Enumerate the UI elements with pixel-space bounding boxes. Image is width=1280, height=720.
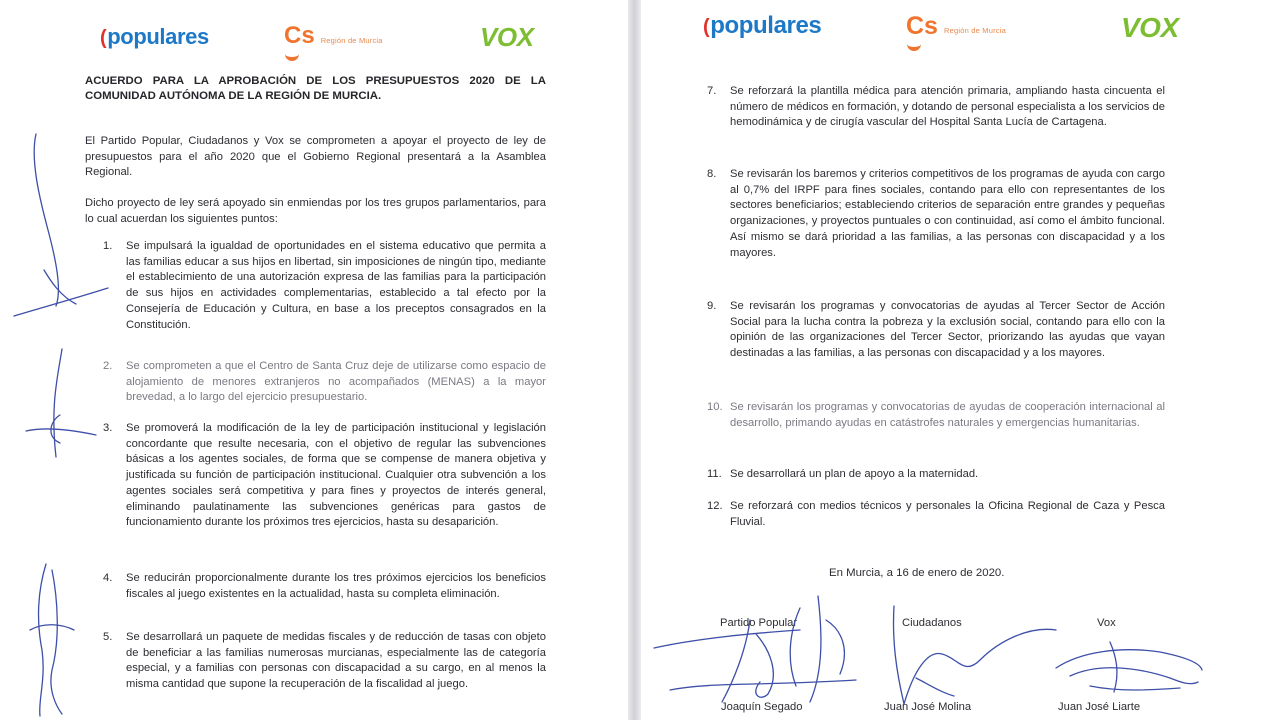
vox-logo: VOX: [1121, 12, 1179, 43]
margin-initial-signature-3: [22, 560, 82, 720]
list-item: 2. Se comprometen a que el Centro de Santa Cruz deje de utilizarse como espacio de alojamiento de menores extranjeros no acompañados (MENAS) a la mayor brevedad, a lo largo del ejercicio presupuestario.: [103, 360, 546, 404]
list-item: 8. Se revisarán los baremos y criterios competitivos de los programas de ayuda con cargo al 0,7% del IRPF para fines sociales, contando para ello con representantes de los sectores beneficiarios; estableciendo criterios de separación entre grandes y pequeñas organizaciones, y proyectos puntuales o con continuidad, así como el ámbito funcional. Así mismo se dará prioridad a las familias, a las personas con discapacidad y a los mayores.: [707, 168, 1165, 259]
signatory-name: Juan José Liarte: [1058, 701, 1141, 713]
signatory-name: Juan José Molina: [884, 701, 972, 713]
signature-vox: [1050, 632, 1210, 702]
cs-smile-icon: [285, 48, 299, 61]
pp-swoosh-icon: (: [100, 27, 107, 49]
partido-popular-logo: (populares: [100, 24, 209, 49]
document-page-left: [0, 0, 628, 720]
list-item: 1. Se impulsará la igualdad de oportunidades en el sistema educativo que permita a las familias educar a sus hijos en libertad, sin imposiciones de ningún tipo, mediante el establecimiento de una autorización expresa de las familias para la participación de sus hijos en actividades complementarias, establecido a tal efecto por la Consejería de Educación y Cultura, en base a los preceptos consagrados en la Constitución.: [103, 240, 546, 331]
ciudadanos-logo: Cs Región de Murcia: [906, 12, 1006, 41]
margin-initial-signature-1: [0, 120, 120, 320]
list-item: 12. Se reforzará con medios técnicos y personales la Oficina Regional de Caza y Pesca Fluvial.: [707, 500, 1165, 528]
list-item: 3. Se promoverá la modificación de la ley de participación institucional y legislación concordante que resulte necesaria, con el objetivo de regular las subvenciones básicas a los agentes sociales, de forma que se compense de manera objetiva y justificada su función de participación institucional. Cualquier otra subvención a los agentes sociales será competitiva y para fines y proyectos de interés general, eliminando paulatinamente las subvenciones genéricas para gastos de funcionamiento durante los próximos tres ejercicios, hasta su desaparición.: [103, 422, 546, 529]
list-item: 10. Se revisarán los programas y convocatorias de ayudas de cooperación internacional al desarrollo, primando ayudas en catástrofes naturales y emergencias humanitarias.: [707, 401, 1165, 429]
signatory-party: Vox: [1097, 617, 1116, 629]
signature-ciudadanos: [880, 600, 1060, 710]
margin-initial-signature-2: [20, 345, 100, 465]
ciudadanos-logo: Cs Región de Murcia: [284, 22, 383, 50]
list-item: 11. Se desarrollará un plan de apoyo a la maternidad.: [707, 468, 979, 480]
list-item: 9. Se revisarán los programas y convocatorias de ayudas al Tercer Sector de Acción Social para la lucha contra la pobreza y la exclusión social, contando para ello con la opinión de las organizaciones del Tercer Sector, priorizando las ayudas que vayan destinadas a las familias, a las personas con discapacidad y a los mayores.: [707, 300, 1165, 360]
vox-logo: VOX: [480, 22, 534, 52]
intro-paragraph: El Partido Popular, Ciudadanos y Vox se comprometen a apoyar el proyecto de ley de presupuestos para el año 2020 que el Gobierno Regional presentará a la Asamblea Regional.: [85, 135, 546, 178]
signature-partido-popular: [650, 590, 870, 710]
partido-popular-logo: (populares: [703, 12, 822, 39]
cs-smile-icon: [907, 38, 921, 51]
document-title: ACUERDO PARA LA APROBACIÓN DE LOS PRESUPUESTOS 2020 DE LA COMUNIDAD AUTÓNOMA DE LA REGIÓN DE MURCIA.: [85, 75, 546, 102]
list-item: 4. Se reducirán proporcionalmente durante los tres próximos ejercicios los beneficios fiscales al juego existentes en la actualidad, hasta su completa eliminación.: [103, 572, 546, 600]
signatory-party: Ciudadanos: [902, 617, 962, 629]
intro-paragraph-2: Dicho proyecto de ley será apoyado sin enmiendas por los tres grupos parlamentarios, para lo cual acuerdan los siguientes puntos:: [85, 197, 546, 225]
list-item: 5. Se desarrollará un paquete de medidas fiscales y de reducción de tasas con objeto de beneficiar a las familias numerosas murcianas, especialmente las de categoría especial, y a familias con personas con discapacidad a su cargo, en al menos la misma cantidad que supone la recuperación de la fiscalidad al juego.: [103, 631, 546, 691]
signatory-party: Partido Popular: [720, 617, 798, 629]
page-gutter: [628, 0, 641, 720]
pp-swoosh-icon: (: [703, 16, 710, 38]
list-item: 7. Se reforzará la plantilla médica para atención primaria, ampliando hasta cincuenta el número de médicos en formación, y dotando de personal especialista a los servicios de hemodinámica y de cirugía vascular del Hospital Santa Lucía de Cartagena.: [707, 85, 1165, 129]
signing-date: En Murcia, a 16 de enero de 2020.: [829, 567, 1005, 579]
signatory-name: Joaquín Segado: [721, 701, 803, 713]
